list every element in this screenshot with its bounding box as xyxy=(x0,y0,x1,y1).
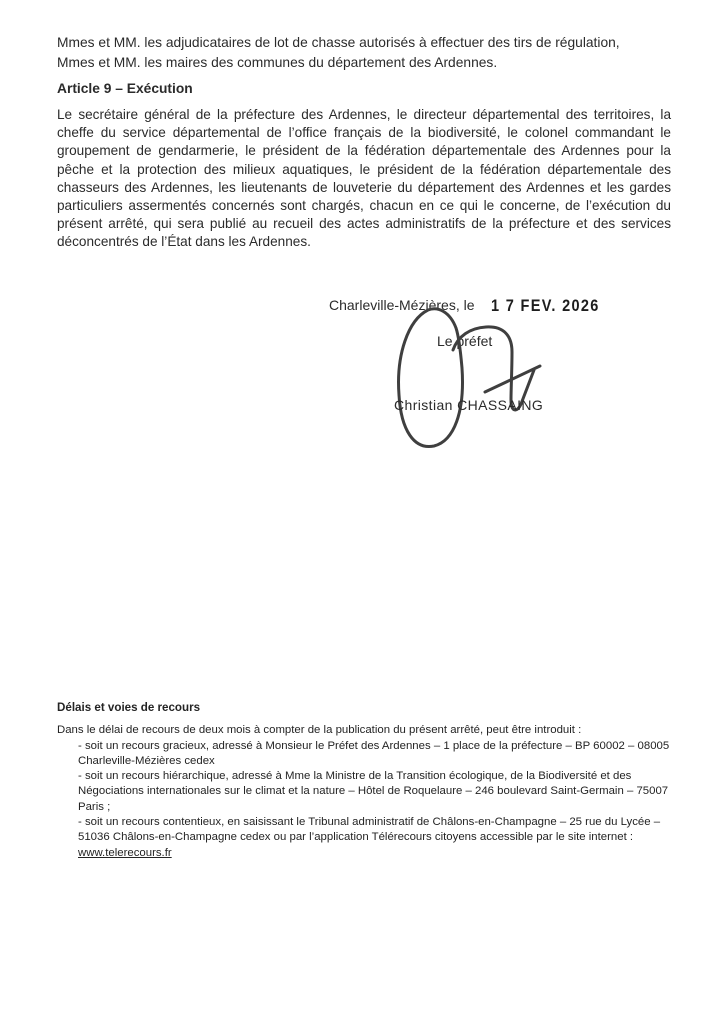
signature-scribble xyxy=(390,300,550,458)
appeal-option-contentieux xyxy=(78,815,675,861)
appeal-option-gracieux: - soit un recours gracieux, adressé à Monsieur le Préfet des Ardennes – 1 place de la préfecture – BP 60002 – 08005 Charleville-Mézières cedex xyxy=(78,739,670,767)
telerecours-link[interactable]: www.telerecours.fr xyxy=(78,846,172,859)
appeals-heading: Délais et voies de recours xyxy=(57,701,201,714)
appeals-section xyxy=(57,700,675,861)
appeals-intro: Dans le délai de recours de deux mois à compter de la publication du présent arrêté, peut être introduit : xyxy=(57,724,582,737)
appeal-option-contentieux-text: - soit un recours contentieux, en saisissant le Tribunal administratif de Châlons-en-Champagne – 25 rue du Lycée – 51036 Châlons-en-Champagne cedex ou par l’application Télérecours citoyens accessible par le site internet : xyxy=(78,816,661,844)
date-stamp: 1 7 FEV. 2026 xyxy=(490,297,600,315)
article-9-heading: Article 9 – Exécution xyxy=(57,81,193,96)
addressee-line: Mmes et MM. les adjudicataires de lot de chasse autorisés à effectuer des tirs de régulation, xyxy=(57,35,620,50)
place-label: Charleville-Mézières, le xyxy=(329,297,475,313)
addressee-line: Mmes et MM. les maires des communes du département des Ardennes. xyxy=(57,55,498,70)
appeal-option-hierarchique: - soit un recours hiérarchique, adressé à Mme la Ministre de la Transition écologique, de la Biodiversité et des Négociations internationales sur le climat et la nature – Hôtel de Roquelaure – 246 boulevard Saint-Germain – 75007 Paris ; xyxy=(78,770,669,813)
addressees-list xyxy=(57,33,671,73)
signatory-name: Christian CHASSAING xyxy=(394,397,544,413)
signatory-title: Le préfet xyxy=(437,333,493,349)
article-9-body: Le secrétaire général de la préfecture des Ardennes, le directeur départemental des territoires, la cheffe du service départemental de l’office français de la biodiversité, le colonel commandant le groupement de gendarmerie, le président de la fédération départementale des Ardennes pour la pêche et la protection des milieux aquatiques, le président de la fédération départementale des chasseurs des Ardennes, les lieutenants de louveterie du département des Ardennes et les gardes particuliers assermentés concernés sont chargés, chacun en ce qui le concerne, de l’exécution du présent arrêté, qui sera publié au recueil des actes administratifs de la préfecture et des services déconcentrés de l’État dans les Ardennes. xyxy=(57,107,671,250)
